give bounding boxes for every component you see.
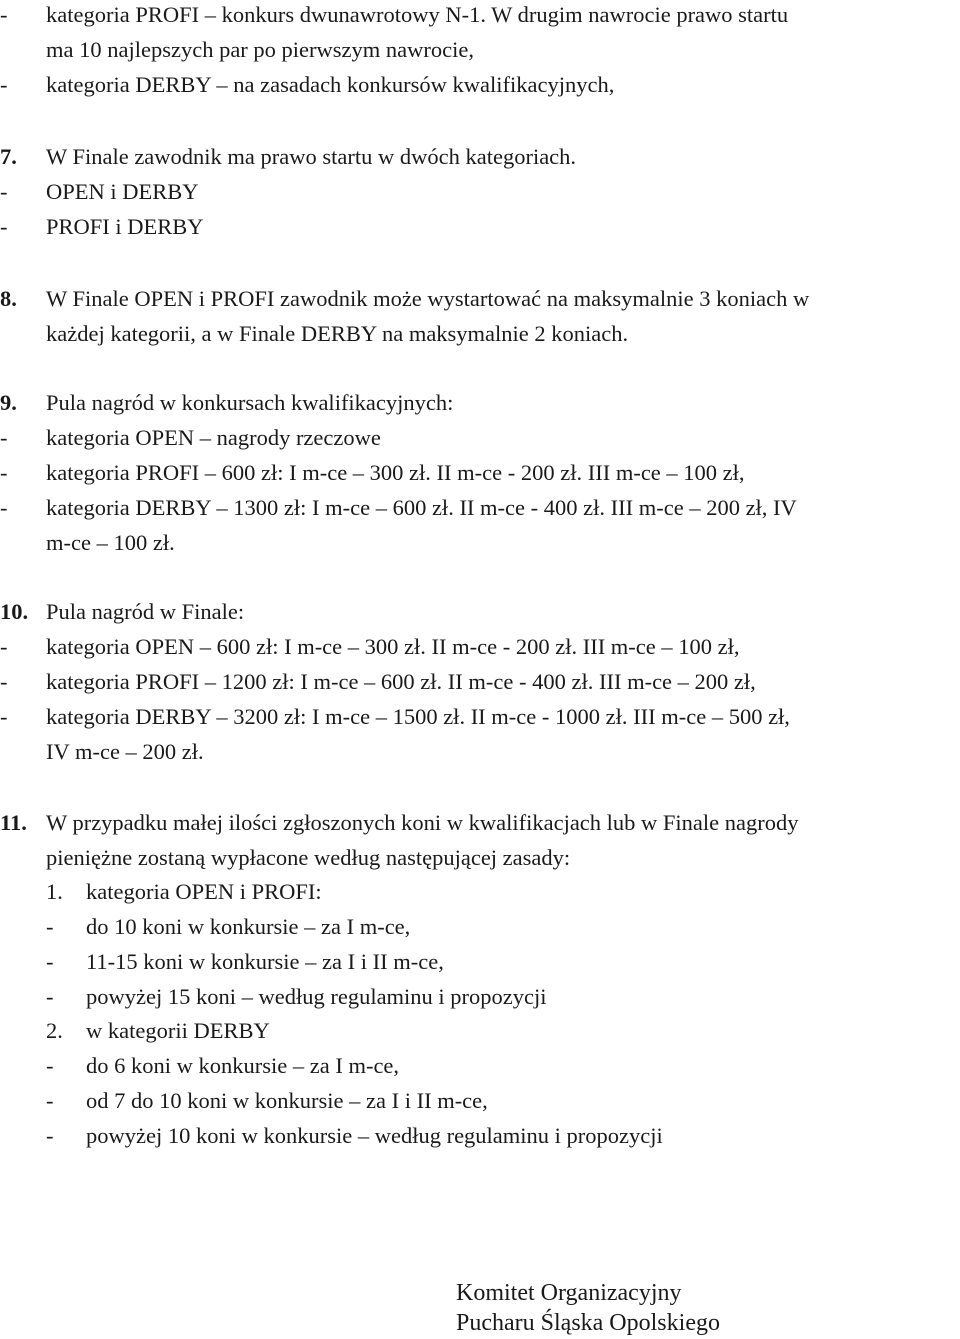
- paragraph-text: każdej kategorii, a w Finale DERBY na maksymalnie 2 koniach.: [46, 321, 629, 346]
- dash-marker: -: [0, 214, 8, 239]
- dash-marker: -: [0, 72, 8, 97]
- paragraph-number: 7.: [0, 144, 17, 169]
- list-item-text: IV m-ce – 200 zł.: [46, 739, 204, 764]
- list-item-text: do 10 koni w konkursie – za I m-ce,: [86, 914, 411, 939]
- list-item-text: PROFI i DERBY: [46, 214, 204, 239]
- list-item-text: od 7 do 10 koni w konkursie – za I i II m-ce,: [86, 1088, 488, 1113]
- dash-marker: -: [0, 634, 8, 659]
- sublist-number: 1.: [46, 879, 63, 904]
- signature-line-2: Pucharu Śląska Opolskiego: [456, 1310, 720, 1336]
- paragraph-text: W Finale zawodnik ma prawo startu w dwóch kategoriach.: [46, 144, 577, 169]
- dash-marker: -: [0, 495, 8, 520]
- paragraph-number: 8.: [0, 286, 17, 311]
- dash-marker: -: [0, 704, 8, 729]
- paragraph-text: W Finale OPEN i PROFI zawodnik może wystartować na maksymalnie 3 koniach w: [46, 286, 810, 311]
- sublist-title: w kategorii DERBY: [86, 1018, 270, 1043]
- list-item-text: kategoria OPEN – nagrody rzeczowe: [46, 425, 381, 450]
- dash-marker: -: [46, 949, 54, 974]
- list-item-text: kategoria OPEN – 600 zł: I m-ce – 300 zł. II m-ce - 200 zł. III m-ce – 100 zł,: [46, 634, 740, 659]
- dash-marker: -: [46, 1088, 54, 1113]
- dash-marker: -: [0, 2, 8, 27]
- dash-marker: -: [46, 1123, 54, 1148]
- list-item-text: kategoria PROFI – konkurs dwunawrotowy N-1. W drugim nawrocie prawo startu: [46, 2, 789, 27]
- paragraph-text: Pula nagród w Finale:: [46, 599, 245, 624]
- paragraph-number: 11.: [0, 810, 27, 835]
- dash-marker: -: [0, 460, 8, 485]
- dash-marker: -: [0, 179, 8, 204]
- list-item-text: kategoria PROFI – 1200 zł: I m-ce – 600 zł. II m-ce - 400 zł. III m-ce – 200 zł,: [46, 669, 756, 694]
- dash-marker: -: [46, 984, 54, 1009]
- sublist-number: 2.: [46, 1018, 63, 1043]
- paragraph-number: 10.: [0, 599, 29, 624]
- list-item-text: do 6 koni w konkursie – za I m-ce,: [86, 1053, 400, 1078]
- list-item-text: kategoria DERBY – 3200 zł: I m-ce – 1500 zł. II m-ce - 1000 zł. III m-ce – 500 zł,: [46, 704, 790, 729]
- list-item-text: kategoria DERBY – 1300 zł: I m-ce – 600 zł. II m-ce - 400 zł. III m-ce – 200 zł, IV: [46, 495, 797, 520]
- list-item-text: powyżej 15 koni – według regulaminu i propozycji: [86, 984, 547, 1009]
- list-item-text: kategoria PROFI – 600 zł: I m-ce – 300 zł. II m-ce - 200 zł. III m-ce – 100 zł,: [46, 460, 745, 485]
- dash-marker: -: [46, 1053, 54, 1078]
- list-item-text: 11-15 koni w konkursie – za I i II m-ce,: [86, 949, 444, 974]
- dash-marker: -: [46, 914, 54, 939]
- dash-marker: -: [0, 425, 8, 450]
- dash-marker: -: [0, 669, 8, 694]
- signature-line-1: Komitet Organizacyjny: [456, 1280, 682, 1306]
- list-item-text: powyżej 10 koni w konkursie – według regulaminu i propozycji: [86, 1123, 663, 1148]
- paragraph-text: Pula nagród w konkursach kwalifikacyjnych:: [46, 390, 454, 415]
- paragraph-text: W przypadku małej ilości zgłoszonych koni w kwalifikacjach lub w Finale nagrody: [46, 810, 799, 835]
- list-item-text: ma 10 najlepszych par po pierwszym nawrocie,: [46, 37, 474, 62]
- paragraph-number: 9.: [0, 390, 17, 415]
- paragraph-text: pieniężne zostaną wypłacone według następującej zasady:: [46, 845, 571, 870]
- list-item-text: m-ce – 100 zł.: [46, 530, 175, 555]
- list-item-text: OPEN i DERBY: [46, 179, 199, 204]
- sublist-title: kategoria OPEN i PROFI:: [86, 879, 322, 904]
- list-item-text: kategoria DERBY – na zasadach konkursów kwalifikacyjnych,: [46, 72, 615, 97]
